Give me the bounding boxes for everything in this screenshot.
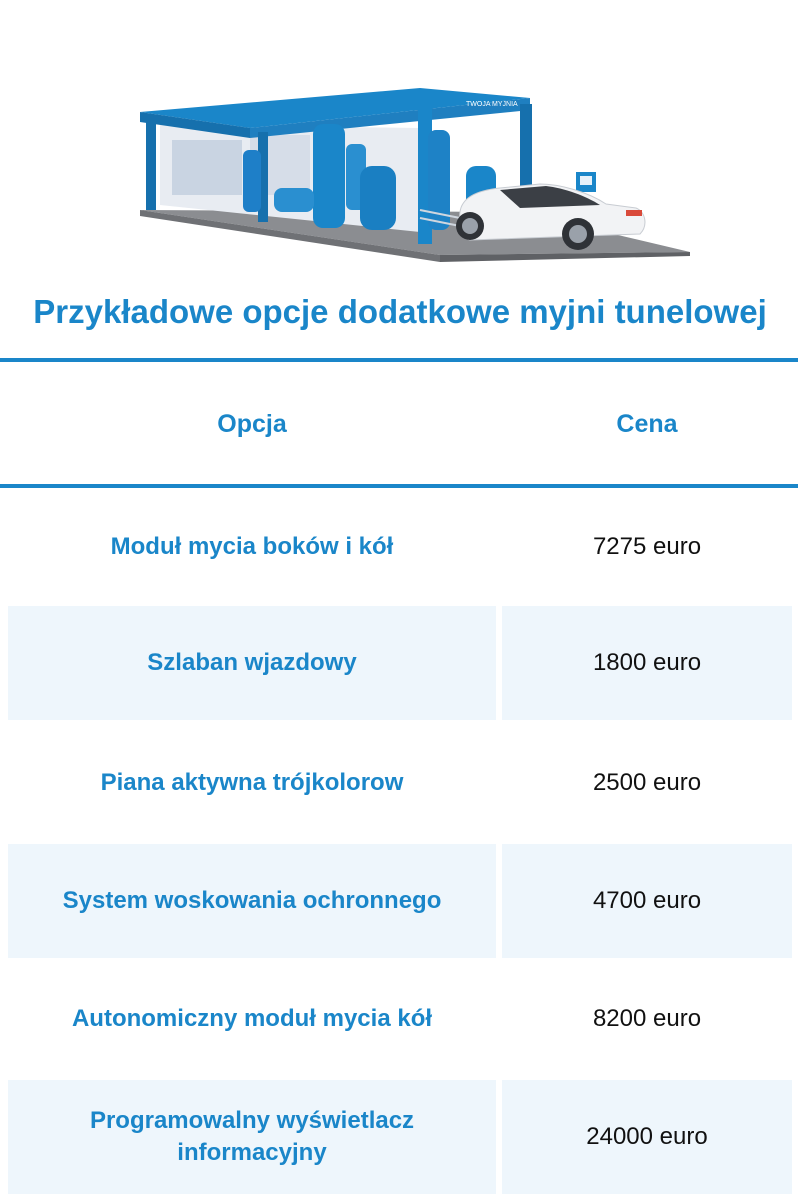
option-price: 7275 euro	[592, 533, 702, 560]
option-name: Moduł mycia boków i kół	[110, 533, 394, 560]
option-name: System woskowania ochronnego	[8, 844, 496, 958]
table-row	[0, 726, 800, 840]
page-title: Przykładowe opcje dodatkowe myjni tunelowej	[33, 293, 767, 330]
column-header-option: Opcja	[217, 410, 287, 438]
table-row	[0, 844, 800, 958]
header-bottom-divider	[0, 484, 798, 488]
column-header-price: Cena	[616, 410, 678, 438]
option-name: Szlaban wjazdowy	[8, 606, 496, 720]
table-row	[0, 490, 800, 604]
option-price: 1800 euro	[502, 606, 792, 720]
car-wash-illustration	[0, 0, 800, 280]
option-name: Piana aktywna trójkolorow	[100, 769, 404, 796]
option-price: 2500 euro	[592, 769, 702, 796]
option-price: 8200 euro	[592, 1005, 702, 1032]
option-name: Programowalny wyświetlacz informacyjny	[8, 1080, 496, 1194]
table-row	[0, 606, 800, 720]
option-price: 24000 euro	[502, 1080, 792, 1194]
option-price: 4700 euro	[502, 844, 792, 958]
sign-label: TWOJA MYJNIA	[466, 101, 518, 108]
table-row	[0, 1080, 800, 1194]
table-row	[0, 962, 800, 1076]
header-top-divider	[0, 358, 798, 362]
option-name: Autonomiczny moduł mycia kół	[71, 1005, 433, 1032]
